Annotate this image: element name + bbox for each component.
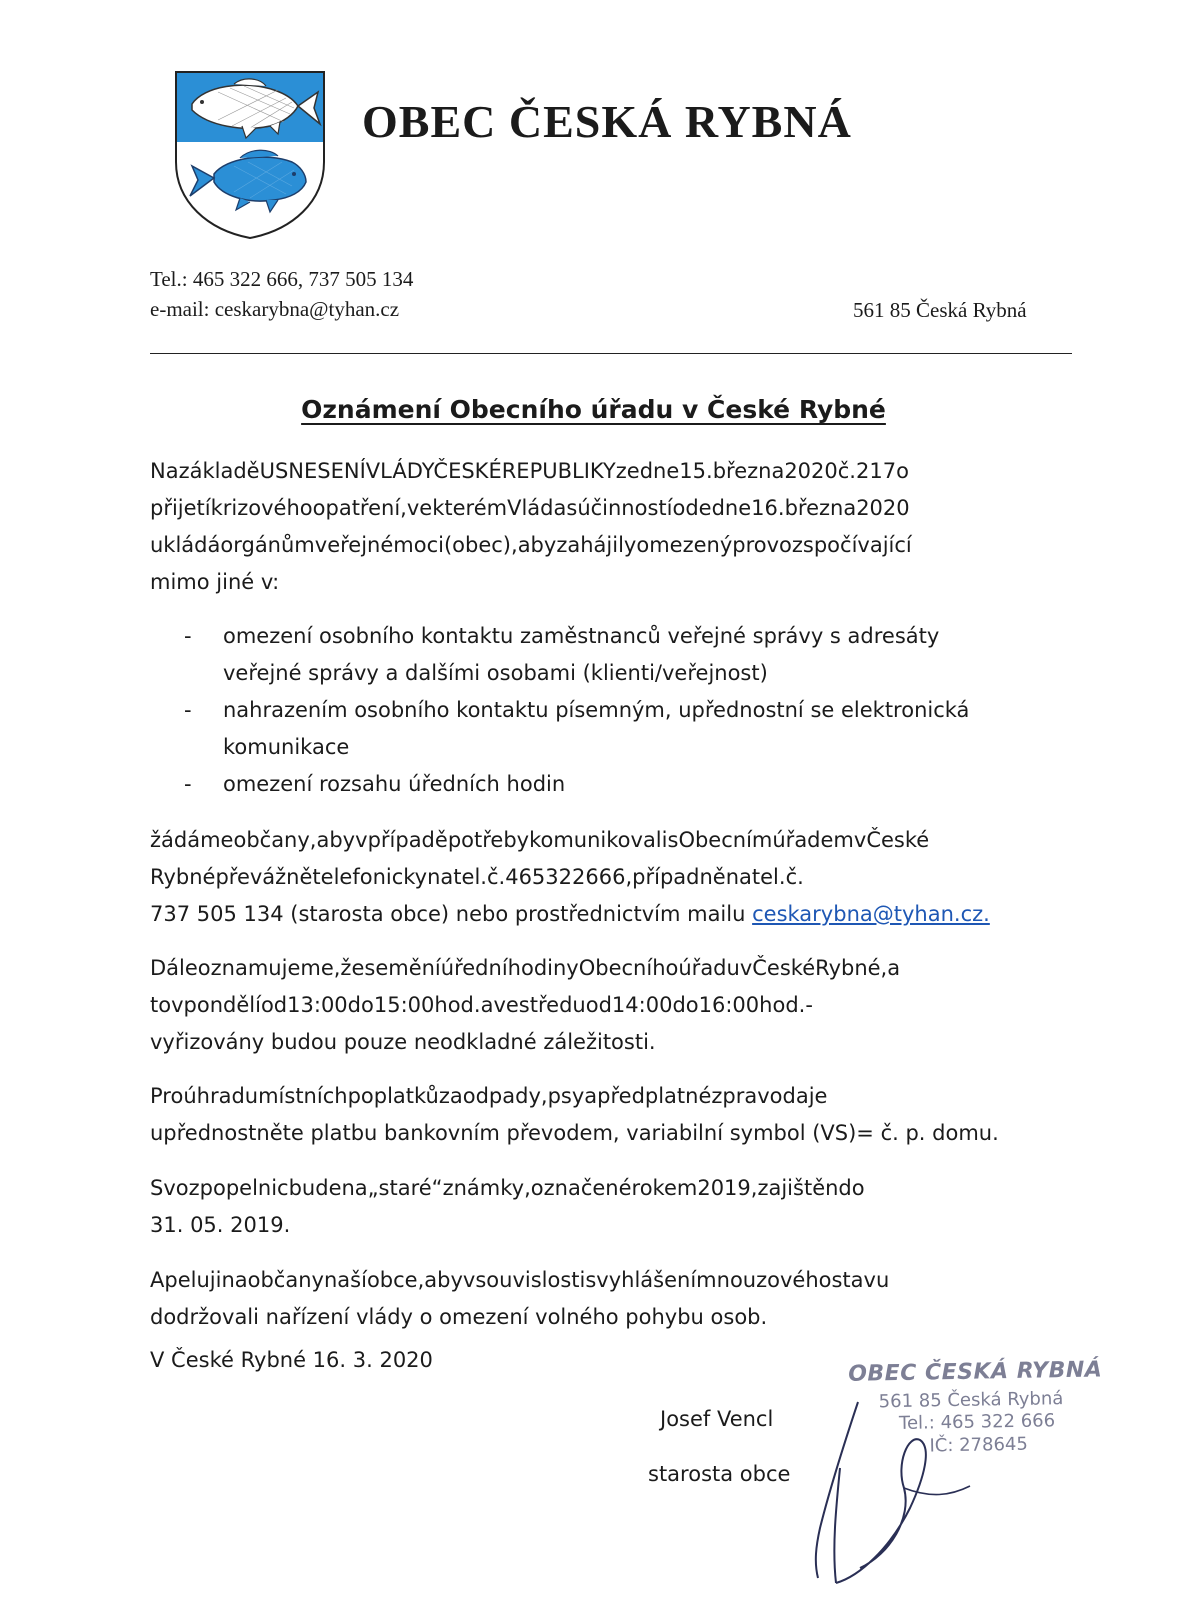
- stamp-line: 561 85 Česká Rybná: [878, 1388, 1064, 1413]
- list-item: [150, 766, 1080, 803]
- waste-line: Svozpopelnicbudena„staré“známky,označenérokem2019,zajištěndo: [150, 1176, 865, 1200]
- hours-line: Dáleoznamujeme,žeseměníúředníhodinyObecníhoúřaduvČeskéRybné,a: [150, 956, 901, 980]
- list-item-text: komunikace: [223, 735, 350, 759]
- contact-line: žádámeobčany,abyvpřípaděpotřebykomunikovalisObecnímúřademvČeské: [150, 828, 930, 852]
- stamp-line: IČ: 278645: [929, 1433, 1029, 1457]
- intro-line: přijetíkrizovéhoopatření,vekterémVládasúčinnostíodedne16.března2020: [150, 496, 910, 520]
- appeal-line: dodržovali nařízení vlády o omezení volného pohybu osob.: [150, 1305, 768, 1329]
- list-item-text: nahrazením osobního kontaktu písemným, upřednostní se elektronická: [223, 698, 970, 722]
- payment-line: Proúhradumístníchpoplatkůzaodpady,psyapředplatnézpravodaje: [150, 1084, 828, 1108]
- waste-line: 31. 05. 2019.: [150, 1213, 291, 1237]
- intro-line: ukládáorgánůmveřejnémoci(obec),abyzahájilyomezenýprovozspočívající: [150, 533, 912, 557]
- header-divider: [150, 353, 1072, 354]
- list-item-text: omezení rozsahu úředních hodin: [223, 772, 566, 796]
- stamp-line: Tel.: 465 322 666: [898, 1410, 1056, 1434]
- appeal-paragraph: [150, 1262, 1080, 1336]
- place-and-date: V České Rybné 16. 3. 2020: [150, 1348, 433, 1372]
- bullet-dash: -: [184, 772, 192, 796]
- contact-line-text: 737 505 134 (starosta obce) nebo prostřednictvím mailu: [150, 902, 746, 926]
- coat-of-arms-logo: [174, 70, 326, 240]
- email-address: e-mail: ceskarybna@tyhan.cz: [150, 297, 400, 321]
- measures-list: [150, 618, 1080, 803]
- contact-line: [150, 896, 1080, 933]
- postal-address: 561 85 Česká Rybná: [853, 298, 1027, 322]
- bullet-dash: -: [184, 624, 192, 648]
- hours-line: tovpondělíod13:00do15:00hod.avestředuod14:00do16:00hod.-: [150, 993, 813, 1017]
- payment-paragraph: [150, 1078, 1080, 1152]
- organization-title: OBEC ČESKÁ RYBNÁ: [362, 96, 852, 147]
- signer-name: Josef Vencl: [660, 1407, 774, 1431]
- list-item: [150, 692, 1080, 766]
- telephone-numbers: Tel.: 465 322 666, 737 505 134: [150, 267, 414, 291]
- intro-line: NazákladěUSNESENÍVLÁDYČESKÉREPUBLIKYzedne15.března2020č.217o: [150, 459, 909, 483]
- list-item-text: omezení osobního kontaktu zaměstnanců veřejné správy s adresáty: [223, 624, 940, 648]
- handwritten-signature: [800, 1378, 1000, 1588]
- payment-line: upřednostněte platbu bankovním převodem, variabilní symbol (VS)= č. p. domu.: [150, 1121, 999, 1145]
- list-item: [150, 618, 1080, 692]
- hours-line: vyřizovány budou pouze neodkladné záležitosti.: [150, 1030, 656, 1054]
- appeal-line: Apelujinaobčanynašíobce,abyvsouvislostisvyhlášenímnouzovéhostavu: [150, 1268, 890, 1292]
- waste-collection-paragraph: [150, 1170, 1080, 1244]
- stamp-line: OBEC ČESKÁ RYBNÁ: [847, 1357, 1103, 1387]
- list-item-text: veřejné správy a dalšími osobami (klienti/veřejnost): [223, 661, 768, 685]
- bullet-dash: -: [184, 698, 192, 722]
- contact-paragraph: [150, 822, 1080, 933]
- intro-line: mimo jiné v:: [150, 570, 280, 594]
- contact-line: Rybnépřevážnětelefonickynatel.č.465322666,případněnatel.č.: [150, 865, 804, 889]
- office-hours-paragraph: [150, 950, 1080, 1061]
- notice-title: Oznámení Obecního úřadu v České Rybné: [301, 395, 886, 424]
- intro-paragraph: [150, 453, 1080, 601]
- email-link[interactable]: ceskarybna@tyhan.cz.: [752, 902, 990, 926]
- signer-role: starosta obce: [648, 1462, 791, 1486]
